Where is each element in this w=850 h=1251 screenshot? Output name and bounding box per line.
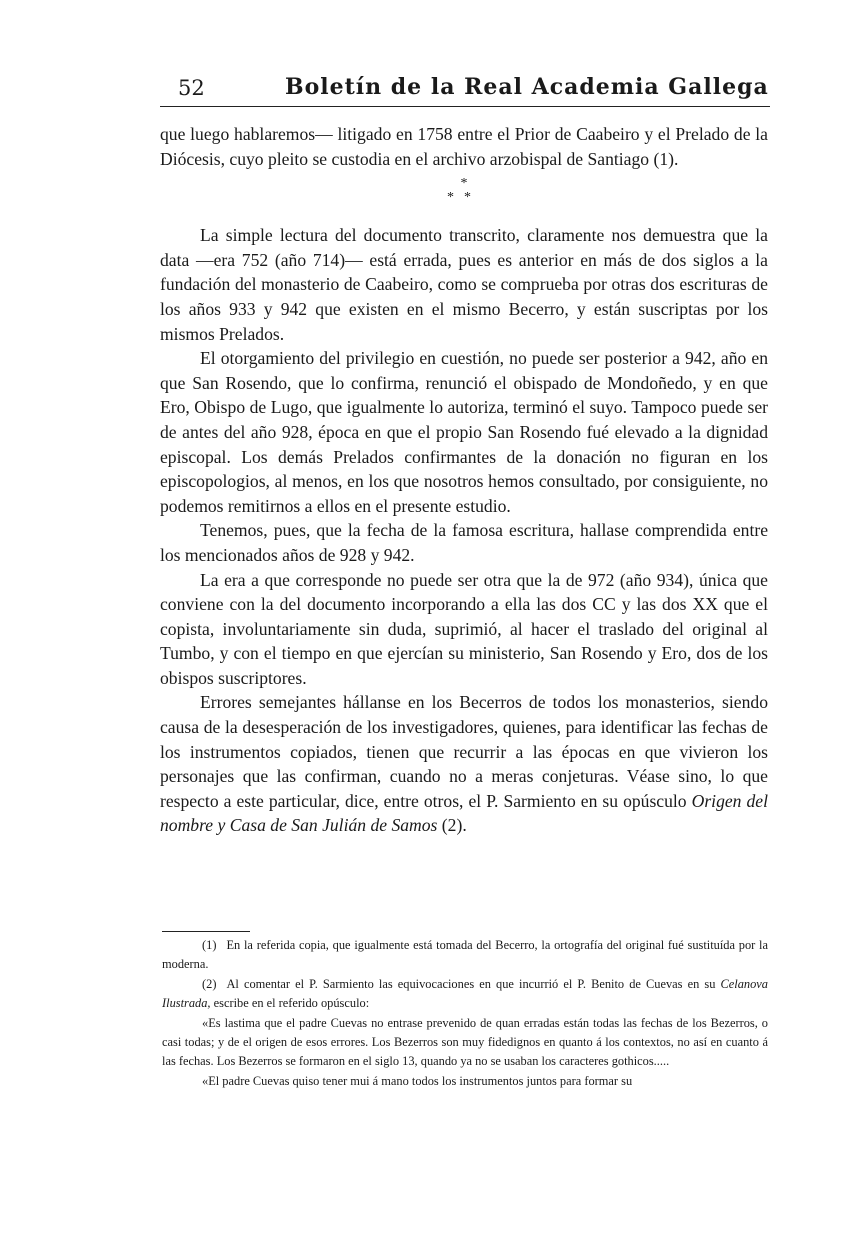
- footnote-text: escribe en el referido opúsculo:: [210, 996, 370, 1011]
- paragraph: La era a que corresponde no puede ser otra que la de 972 (año 934), única que conviene con la del documento incorporando a ella las dos CC y las dos XX que el copista, involuntariamente sin duda, suprimió, al hacer el traslado del original al Tumbo, y con el tiempo en que ejercían su ministerio, San Rosendo y Ero, dos de los obispos suscriptores.: [160, 569, 768, 688]
- book-title: Celanova Ilustrada,: [162, 976, 768, 1011]
- footnote-divider: [162, 931, 250, 932]
- running-header: [160, 72, 770, 107]
- paragraph-text: Errores semejantes hállanse en los Becerros de todos los monasterios, siendo causa de la desesperación de los investigadores, quienes, para identificar las fechas de los instrumentos copiados, tienen que recurrir a las épocas en que vivieron los personajes que las confirman, cuando no a meras conjeturas. Véase sino, lo que respecto a este particular, dice, entre otros, el P. Sarmiento en su opúsculo: [160, 692, 768, 811]
- footnote-text: Al comentar el P. Sarmiento las equivocaciones en que incurrió el P. Benito de Cuevas en su: [226, 976, 721, 991]
- asterism-bottom: **: [447, 190, 481, 206]
- asterism-top: *: [460, 176, 468, 192]
- paragraph: Tenemos, pues, que la fecha de la famosa escritura, hallase comprendida entre los mencionados años de 928 y 942.: [160, 520, 768, 565]
- book-title: Origen del nombre y Casa de San Julián de Samos: [160, 790, 768, 836]
- footnotes: [162, 936, 768, 1091]
- paragraph-text: que luego hablaremos— litigado en 1758 entre el Prior de Caabeiro y el Prelado de la Diócesis, cuyo pleito se custodia en el archivo arzobispal de Santiago: [160, 124, 768, 169]
- paragraph: La simple lectura del documento transcrito, claramente nos demuestra que la data —era 752 (año 714)— está errada, pues es anterior en más de dos siglos a la fundación del monasterio de Caabeiro, como se comprueba por otras dos escrituras de los años 933 y 942 que existen en el mismo Becerro, y están suscriptas por los mismos Prelados.: [160, 225, 768, 344]
- paragraph-continued: [160, 122, 768, 171]
- footnote-marker: (1): [202, 938, 217, 952]
- footnote-quote: «El padre Cuevas quiso tener mui á mano todos los instrumentos juntos para formar su: [202, 1073, 633, 1088]
- main-text: [160, 122, 768, 838]
- footnote-reference: (2).: [437, 815, 467, 836]
- paragraph: [160, 690, 768, 838]
- footnote-quote: «Es lastima que el padre Cuevas no entrase prevenido de quan erradas están todas las fechas de los Bezerros, o casi todas; y de el origen de esos errores. Los Bezerros son muy fidedignos en quanto á los contextos, no así en cuanto á las fechas. Los Bezerros se formaron en el siglo 13, quando ya no se usaban los caracteres gothicos.....: [162, 1015, 768, 1069]
- footnote-1: [162, 936, 768, 975]
- footnote-reference: (1).: [653, 148, 679, 169]
- footnote-marker: (2): [202, 976, 217, 991]
- running-title: Boletín de la Real Academia Gallega: [285, 74, 769, 100]
- page-number: 52: [178, 76, 205, 100]
- section-break-asterism: [160, 171, 768, 213]
- footnote-2: [162, 975, 768, 1014]
- paragraph: El otorgamiento del privilegio en cuestión, no puede ser posterior a 942, año en que San Rosendo, que lo confirma, renunció el obispado de Mondoñedo, y en que Ero, Obispo de Lugo, que igualmente lo autoriza, terminó el suyo. Tampoco puede ser de antes del año 928, época en que el propio San Rosendo fué elevado a la dignidad episcopal. Los demás Prelados confirmantes de la donación no figuran en los episcopologios, al menos, en los que nosotros hemos consultado, por consiguiente, no podemos remitirnos a ellos en el presente estudio.: [160, 348, 768, 516]
- footnote-text: En la referida copia, que igualmente está tomada del Becerro, la ortografía del original fué sustituída por la moderna.: [162, 938, 768, 972]
